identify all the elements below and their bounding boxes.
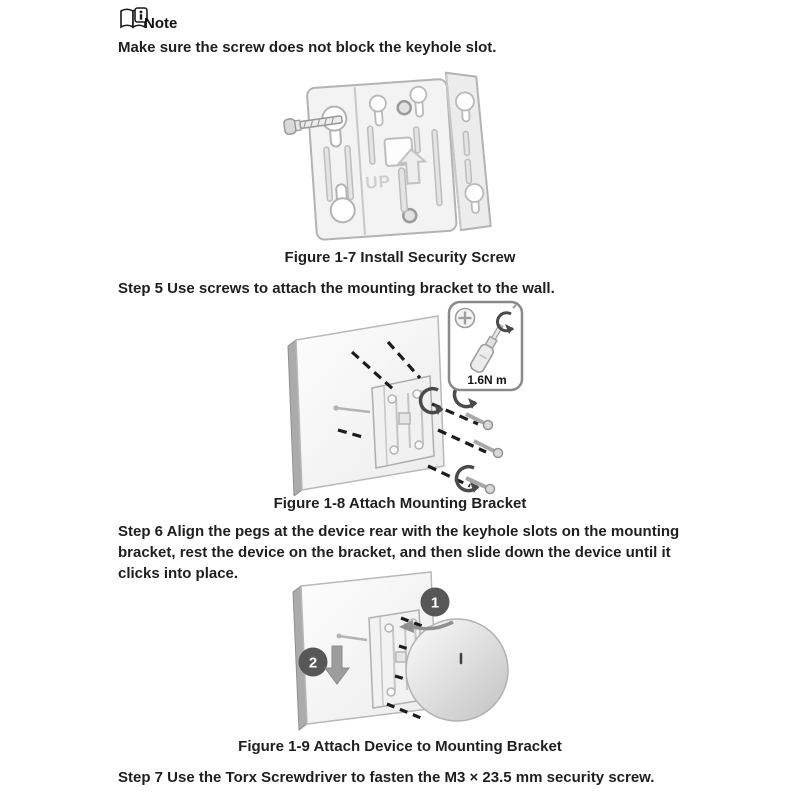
badge-2-number: 2 (308, 654, 318, 672)
device-disc (406, 619, 508, 721)
torque-label: 1.6N m (467, 373, 507, 387)
figure-install-security-screw (282, 62, 522, 248)
figure-1-8-caption: Figure 1-8 Attach Mounting Bracket (273, 495, 527, 512)
step-5-text: Step 5 Use screws to attach the mounting bracket to the wall. (118, 280, 555, 297)
grommet-ring (397, 101, 411, 115)
phillips-head-icon (456, 309, 475, 328)
screwdriver-inset (449, 302, 522, 390)
note-label: Note (144, 15, 178, 32)
up-marking: UP (364, 171, 392, 193)
step-6-text: Step 6 Align the pegs at the device rear with the keyhole slots on the mounting bracket, rest the device on the bracket, and then slide down the device until it clicks into place. (118, 523, 680, 582)
note-text: Make sure the screw does not block the keyhole slot. (118, 39, 497, 56)
figure-attach-mounting-bracket (280, 300, 525, 496)
figure-1-7-caption: Figure 1-7 Install Security Screw (284, 249, 516, 266)
mounting-bracket (306, 70, 491, 240)
figure-attach-device (283, 560, 528, 740)
step-7-text: Step 7 Use the Torx Screwdriver to fasten the M3 × 23.5 mm security screw. (118, 769, 655, 786)
wall-screws (466, 414, 503, 494)
badge-1-number: 1 (430, 594, 440, 612)
figure-1-9-caption: Figure 1-9 Attach Device to Mounting Bracket (238, 738, 562, 755)
